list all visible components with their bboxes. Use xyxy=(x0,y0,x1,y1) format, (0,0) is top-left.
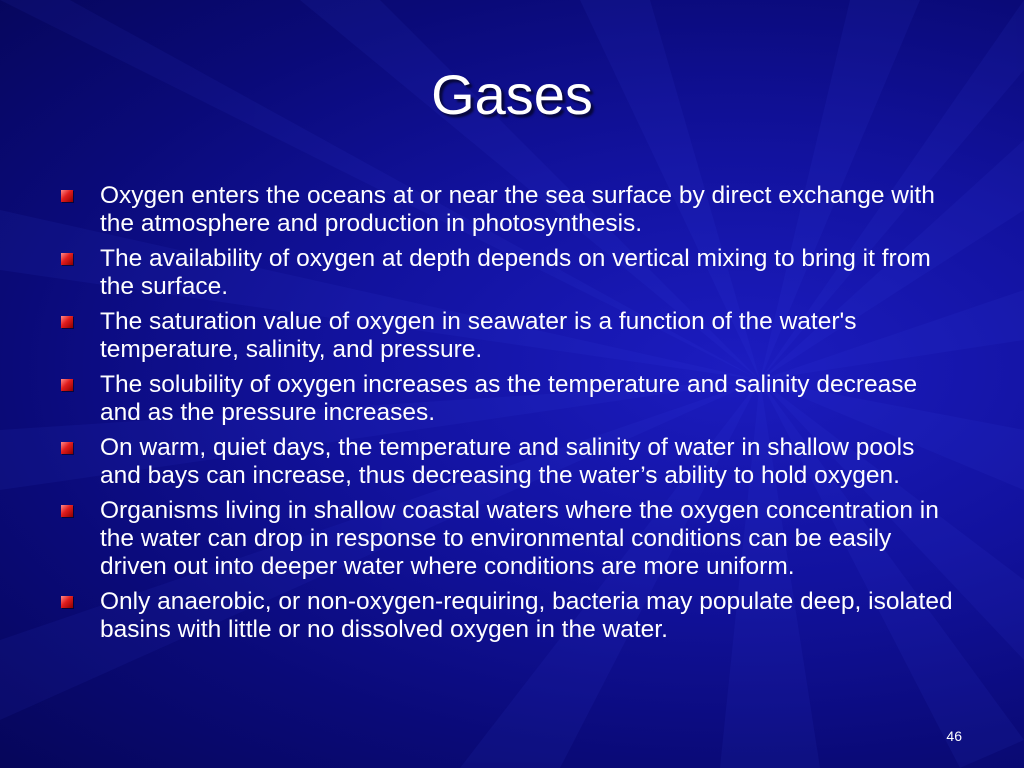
bullet-item xyxy=(60,182,960,238)
bullet-text: The availability of oxygen at depth depends on vertical mixing to bring it from the surface. xyxy=(100,245,931,300)
bullet-text: On warm, quiet days, the temperature and salinity of water in shallow pools and bays can increase, thus decreasing the water’s ability to hold oxygen. xyxy=(100,434,915,489)
bullet-item xyxy=(60,371,960,427)
bullet-item xyxy=(60,497,960,581)
red-square-bullet-icon xyxy=(61,190,73,202)
slide-title: Gases xyxy=(431,63,593,126)
bullet-item xyxy=(60,434,960,490)
red-square-bullet-icon xyxy=(61,253,73,265)
bullet-list xyxy=(60,182,960,651)
red-square-bullet-icon xyxy=(61,505,73,517)
page-number: 46 xyxy=(946,728,962,744)
bullet-text: The saturation value of oxygen in seawater is a function of the water's temperature, salinity, and pressure. xyxy=(100,308,857,363)
red-square-bullet-icon xyxy=(61,596,73,608)
bullet-text: Only anaerobic, or non-oxygen-requiring, bacteria may populate deep, isolated basins with little or no dissolved oxygen in the water. xyxy=(100,588,953,643)
bullet-text: Oxygen enters the oceans at or near the sea surface by direct exchange with the atmosphere and production in photosynthesis. xyxy=(100,182,935,237)
red-square-bullet-icon xyxy=(61,316,73,328)
bullet-item xyxy=(60,245,960,301)
bullet-text: Organisms living in shallow coastal waters where the oxygen concentration in the water can drop in response to environmental conditions can be easily driven out into deeper water where conditions are more uniform. xyxy=(100,497,939,580)
red-square-bullet-icon xyxy=(61,379,73,391)
bullet-text: The solubility of oxygen increases as the temperature and salinity decrease and as the pressure increases. xyxy=(100,371,918,426)
red-square-bullet-icon xyxy=(61,442,73,454)
bullet-item xyxy=(60,588,960,644)
bullet-item xyxy=(60,308,960,364)
